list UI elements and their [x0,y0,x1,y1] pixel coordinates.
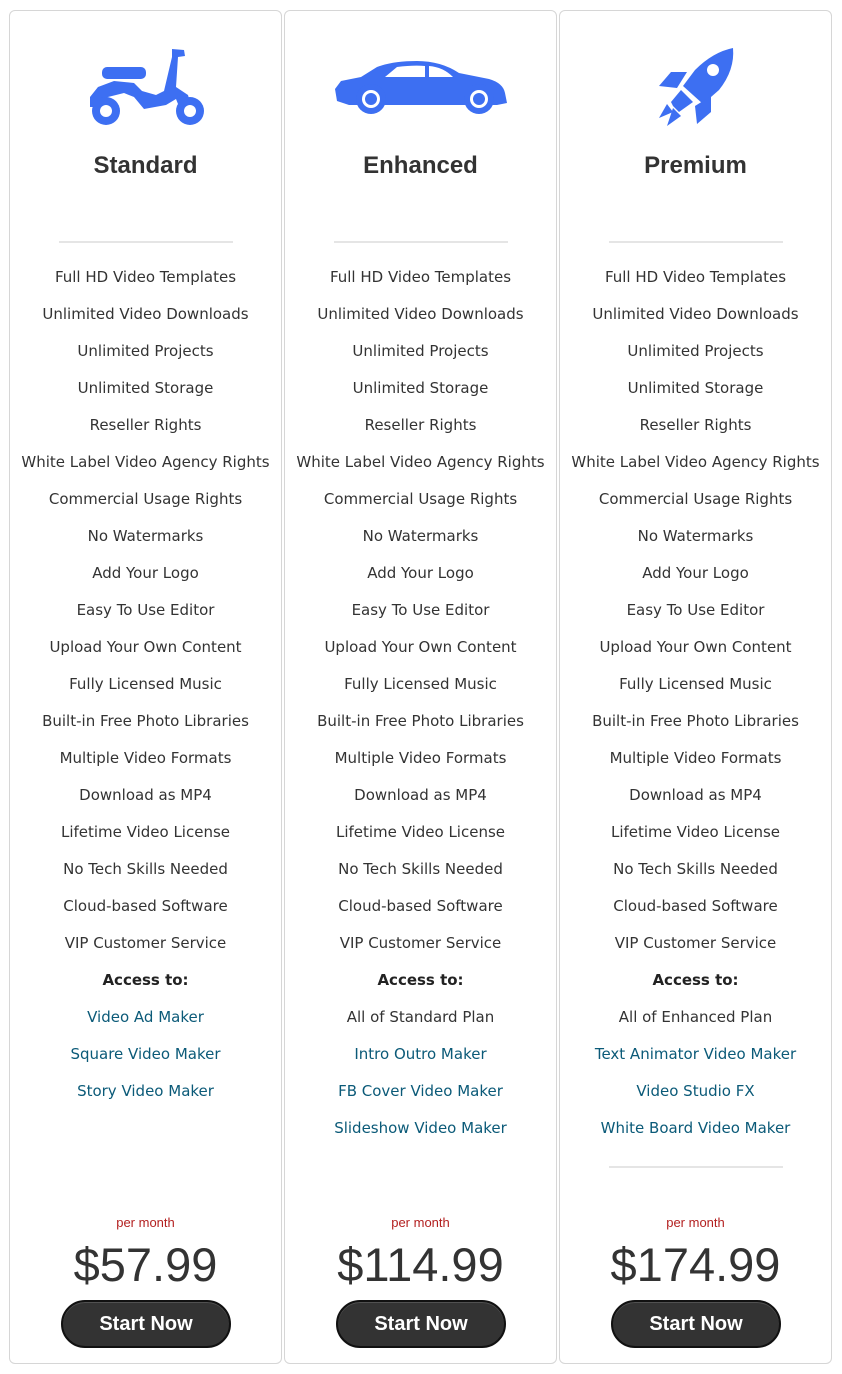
feature-item: Fully Licensed Music [344,675,497,693]
start-now-button[interactable]: Start Now [61,1300,231,1348]
feature-item: Easy To Use Editor [351,601,490,619]
feature-item: Cloud-based Software [338,897,503,915]
feature-item: Full HD Video Templates [604,268,787,286]
feature-item: Built-in Free Photo Libraries [592,712,799,730]
feature-list [560,259,831,1147]
divider [334,241,508,243]
feature-item: Fully Licensed Music [69,675,222,693]
feature-item: Full HD Video Templates [329,268,512,286]
plan-name: Premium [644,152,747,179]
plan-name: Enhanced [363,152,478,179]
start-now-button[interactable]: Start Now [336,1300,506,1348]
access-link-story-video-maker[interactable]: Story Video Maker [77,1082,214,1100]
divider [609,1166,783,1168]
price: $174.99 [610,1238,781,1291]
access-link-intro-outro-maker[interactable]: Intro Outro Maker [354,1045,487,1063]
access-link-square-video-maker[interactable]: Square Video Maker [70,1045,221,1063]
feature-item: Unlimited Storage [627,379,764,397]
feature-item: Unlimited Video Downloads [317,305,524,323]
divider [609,241,783,243]
access-included-plan: All of Enhanced Plan [618,1008,773,1026]
feature-item: Upload Your Own Content [49,638,242,656]
feature-item: Commercial Usage Rights [48,490,243,508]
feature-item: White Label Video Agency Rights [571,453,820,471]
rocket-icon [653,46,739,128]
access-link-slideshow-video-maker[interactable]: Slideshow Video Maker [334,1119,507,1137]
feature-item: Unlimited Projects [627,342,764,360]
feature-item: VIP Customer Service [339,934,502,952]
feature-item: Multiple Video Formats [334,749,507,767]
feature-item: Full HD Video Templates [54,268,237,286]
feature-item: Lifetime Video License [610,823,781,841]
plan-icon-container [10,41,281,133]
feature-item: Download as MP4 [79,786,212,804]
feature-item: Unlimited Video Downloads [42,305,249,323]
feature-item: No Watermarks [362,527,479,545]
feature-item: Download as MP4 [354,786,487,804]
feature-item: Add Your Logo [642,564,749,582]
access-heading: Access to: [652,971,739,989]
per-month-label: per month [391,1215,450,1230]
feature-item: Unlimited Projects [77,342,214,360]
feature-item: No Tech Skills Needed [613,860,778,878]
feature-item: Lifetime Video License [335,823,506,841]
feature-item: Download as MP4 [629,786,762,804]
access-heading: Access to: [377,971,464,989]
feature-item: Commercial Usage Rights [323,490,518,508]
feature-item: Built-in Free Photo Libraries [317,712,524,730]
per-month-label: per month [666,1215,725,1230]
feature-item: Unlimited Storage [352,379,489,397]
feature-item: Fully Licensed Music [619,675,772,693]
feature-item: Upload Your Own Content [599,638,792,656]
feature-item: Built-in Free Photo Libraries [42,712,249,730]
feature-item: Add Your Logo [92,564,199,582]
feature-item: Unlimited Storage [77,379,214,397]
access-link-video-studio-fx[interactable]: Video Studio FX [636,1082,755,1100]
feature-item: Lifetime Video License [60,823,231,841]
feature-item: Easy To Use Editor [76,601,215,619]
feature-item: Reseller Rights [89,416,202,434]
feature-item: Cloud-based Software [63,897,228,915]
feature-item: Reseller Rights [639,416,752,434]
feature-item: VIP Customer Service [614,934,777,952]
pricing-card-premium [559,10,832,1364]
feature-item: Upload Your Own Content [324,638,517,656]
feature-item: No Watermarks [637,527,754,545]
plan-icon-container [285,41,556,133]
feature-item: White Label Video Agency Rights [296,453,545,471]
feature-item: Commercial Usage Rights [598,490,793,508]
plan-name: Standard [93,152,198,179]
feature-item: Unlimited Video Downloads [592,305,799,323]
access-included-plan: All of Standard Plan [346,1008,495,1026]
pricing-card-enhanced [284,10,557,1364]
feature-item: Reseller Rights [364,416,477,434]
feature-item: Cloud-based Software [613,897,778,915]
price: $57.99 [73,1238,218,1291]
feature-list [285,259,556,1147]
start-now-button[interactable]: Start Now [611,1300,781,1348]
feature-item: Easy To Use Editor [626,601,765,619]
feature-item: Add Your Logo [367,564,474,582]
car-icon [333,59,509,115]
feature-item: No Watermarks [87,527,204,545]
per-month-label: per month [116,1215,175,1230]
access-link-text-animator-video-maker[interactable]: Text Animator Video Maker [594,1045,797,1063]
feature-item: No Tech Skills Needed [338,860,503,878]
feature-item: Unlimited Projects [352,342,489,360]
pricing-card-standard [9,10,282,1364]
scooter-icon [84,47,208,127]
feature-item: No Tech Skills Needed [63,860,228,878]
access-link-fb-cover-video-maker[interactable]: FB Cover Video Maker [338,1082,503,1100]
divider [59,241,233,243]
access-link-video-ad-maker[interactable]: Video Ad Maker [87,1008,204,1026]
access-heading: Access to: [102,971,189,989]
feature-item: Multiple Video Formats [609,749,782,767]
feature-item: Multiple Video Formats [59,749,232,767]
feature-item: VIP Customer Service [64,934,227,952]
access-link-white-board-video-maker[interactable]: White Board Video Maker [600,1119,791,1137]
plan-icon-container [560,41,831,133]
feature-list [10,259,281,1110]
price: $114.99 [337,1238,504,1291]
feature-item: White Label Video Agency Rights [21,453,270,471]
